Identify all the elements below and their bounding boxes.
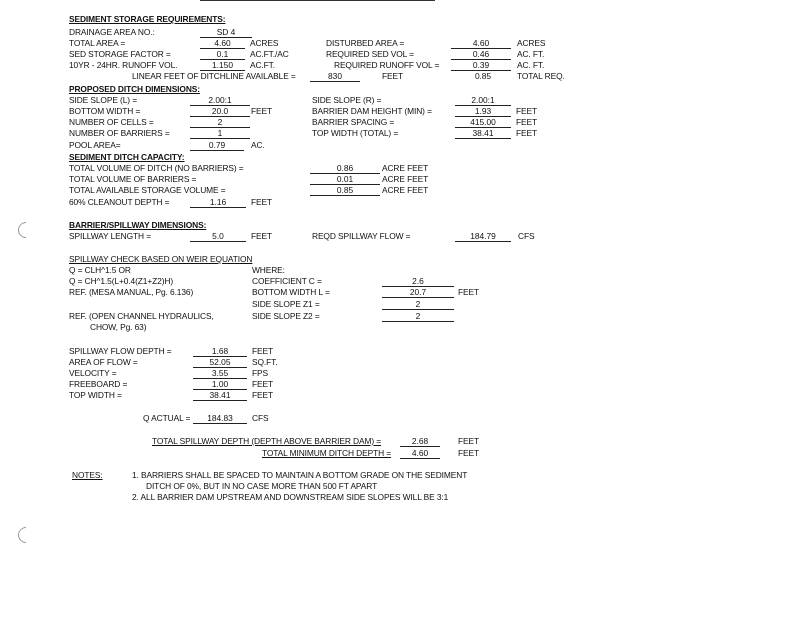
weir-check-title: SPILLWAY CHECK BASED ON WEIR EQUATION: [69, 254, 253, 264]
flow-area-value: 52.05: [193, 357, 247, 368]
total-req-unit: TOTAL REQ.: [517, 71, 565, 81]
reference-chow-1: REF. (OPEN CHANNEL HYDRAULICS,: [69, 311, 214, 321]
total-spillway-depth-label: TOTAL SPILLWAY DEPTH (DEPTH ABOVE BARRIER DAM) =: [152, 436, 382, 446]
req-sed-unit: AC. FT.: [517, 49, 545, 59]
flow-depth-label: SPILLWAY FLOW DEPTH =: [69, 346, 172, 356]
reqd-flow-label: REQD SPILLWAY FLOW =: [312, 231, 411, 241]
equation-1: Q = CLH^1.5 OR: [69, 265, 131, 275]
reference-mesa: REF. (MESA MANUAL, Pg. 6.136): [69, 287, 194, 297]
spillway-length-unit: FEET: [251, 231, 273, 241]
drainage-label: DRAINAGE AREA NO.:: [69, 27, 155, 37]
side-slope-z2-label: SIDE SLOPE Z2 =: [252, 311, 320, 321]
req-runoff-value: 0.39: [451, 60, 511, 71]
cells-label: NUMBER OF CELLS =: [69, 117, 154, 127]
flow-area-unit: SQ.FT.: [252, 357, 278, 367]
sed-factor-label: SED STORAGE FACTOR =: [69, 49, 171, 59]
disturbed-value: 4.60: [451, 38, 511, 49]
side-slope-z1-label: SIDE SLOPE Z1 =: [252, 299, 320, 309]
side-slope-l-value: 2.00:1: [190, 95, 250, 106]
barrier-spacing-unit: FEET: [516, 117, 538, 127]
vol-barriers-value: 0.01: [310, 174, 380, 185]
spillway-length-value: 5.0: [190, 231, 246, 242]
section-title-capacity: SEDIMENT DITCH CAPACITY:: [69, 152, 185, 162]
pool-area-unit: AC.: [251, 140, 265, 150]
total-min-depth-value: 4.60: [400, 448, 440, 459]
punch-hole-mark: [15, 524, 38, 547]
sed-factor-value: 0.1: [200, 49, 245, 60]
side-slope-l-label: SIDE SLOPE (L) =: [69, 95, 137, 105]
vol-barriers-label: TOTAL VOLUME OF BARRIERS =: [69, 174, 197, 184]
q-actual-label: Q ACTUAL =: [143, 413, 191, 423]
weir-bottom-width-unit: FEET: [458, 287, 480, 297]
where-label: WHERE:: [252, 265, 285, 275]
cleanout-value: 1.16: [190, 197, 246, 208]
runoff-value: 1.150: [200, 60, 245, 71]
side-slope-r-label: SIDE SLOPE (R) =: [312, 95, 382, 105]
reference-chow-2: CHOW, Pg. 63): [90, 322, 147, 332]
req-sed-value: 0.46: [451, 49, 511, 60]
punch-hole-mark: [15, 219, 38, 242]
spillway-top-width-value: 38.41: [193, 390, 247, 401]
spillway-top-width-unit: FEET: [252, 390, 274, 400]
spillway-length-label: SPILLWAY LENGTH =: [69, 231, 151, 241]
barrier-spacing-label: BARRIER SPACING =: [312, 117, 395, 127]
total-min-depth-unit: FEET: [458, 448, 480, 458]
runoff-label: 10YR - 24HR. RUNOFF VOL.: [69, 60, 178, 70]
q-actual-value: 184.83: [193, 413, 247, 424]
barriers-value: 1: [190, 128, 250, 139]
sed-factor-unit: AC.FT./AC: [250, 49, 289, 59]
vol-barriers-unit: ACRE FEET: [382, 174, 429, 184]
total-req-value: 0.85: [475, 71, 491, 81]
freeboard-value: 1.00: [193, 379, 247, 390]
notes-label: NOTES:: [72, 470, 103, 480]
available-storage-label: TOTAL AVAILABLE STORAGE VOLUME =: [69, 185, 226, 195]
pool-area-label: POOL AREA=: [69, 140, 121, 150]
req-runoff-label: REQUIRED RUNOFF VOL =: [334, 60, 440, 70]
top-width-label: TOP WIDTH (TOTAL) =: [312, 128, 399, 138]
bottom-width-value: 20.0: [190, 106, 250, 117]
barrier-height-value: 1.93: [455, 106, 511, 117]
weir-bottom-width-value: 20.7: [382, 287, 454, 298]
note-1-line-2: DITCH OF 0%, BUT IN NO CASE MORE THAN 500 FT APART: [146, 481, 378, 491]
available-storage-value: 0.85: [310, 185, 380, 196]
spillway-top-width-label: TOP WIDTH =: [69, 390, 122, 400]
linear-feet-label: LINEAR FEET OF DITCHLINE AVAILABLE =: [132, 71, 296, 81]
section-title-proposed-ditch: PROPOSED DITCH DIMENSIONS:: [69, 84, 200, 94]
cleanout-label: 60% CLEANOUT DEPTH =: [69, 197, 170, 207]
disturbed-label: DISTURBED AREA =: [326, 38, 405, 48]
top-width-unit: FEET: [516, 128, 538, 138]
velocity-unit: FPS: [252, 368, 268, 378]
total-area-value: 4.60: [200, 38, 245, 49]
flow-depth-unit: FEET: [252, 346, 274, 356]
cells-value: 2: [190, 117, 250, 128]
total-spillway-depth-value: 2.68: [400, 436, 440, 447]
coefficient-label: COEFFICIENT C =: [252, 276, 322, 286]
weir-bottom-width-label: BOTTOM WIDTH L =: [252, 287, 330, 297]
drainage-value: SD 4: [200, 27, 252, 38]
vol-ditch-value: 0.86: [310, 163, 380, 174]
linear-feet-unit: FEET: [382, 71, 404, 81]
total-area-label: TOTAL AREA =: [69, 38, 126, 48]
top-rule: [200, 0, 435, 1]
flow-area-label: AREA OF FLOW =: [69, 357, 138, 367]
velocity-value: 3.55: [193, 368, 247, 379]
req-sed-label: REQUIRED SED VOL =: [326, 49, 414, 59]
barrier-height-unit: FEET: [516, 106, 538, 116]
total-spillway-depth-unit: FEET: [458, 436, 480, 446]
bottom-width-unit: FEET: [251, 106, 273, 116]
available-storage-unit: ACRE FEET: [382, 185, 429, 195]
equation-2: Q = CH^1.5(L+0.4(Z1+Z2)H): [69, 276, 174, 286]
pool-area-value: 0.79: [190, 140, 244, 151]
vol-ditch-unit: ACRE FEET: [382, 163, 429, 173]
linear-feet-value: 830: [310, 71, 360, 82]
top-width-value: 38.41: [455, 128, 511, 139]
barrier-spacing-value: 415.00: [455, 117, 511, 128]
reqd-flow-unit: CFS: [518, 231, 535, 241]
q-actual-unit: CFS: [252, 413, 269, 423]
side-slope-z2-value: 2: [382, 311, 454, 322]
note-1-line-1: 1. BARRIERS SHALL BE SPACED TO MAINTAIN A BOTTOM GRADE ON THE SEDIMENT: [132, 470, 468, 480]
side-slope-r-value: 2.00:1: [455, 95, 511, 106]
section-title-spillway: BARRIER/SPILLWAY DIMENSIONS:: [69, 220, 207, 230]
section-title-sediment-storage: SEDIMENT STORAGE REQUIREMENTS:: [69, 14, 226, 24]
bottom-width-label: BOTTOM WIDTH =: [69, 106, 141, 116]
req-runoff-unit: AC. FT.: [517, 60, 545, 70]
cleanout-unit: FEET: [251, 197, 273, 207]
coefficient-value: 2.6: [382, 276, 454, 287]
barrier-height-label: BARRIER DAM HEIGHT (MIN) =: [312, 106, 432, 116]
total-area-unit: ACRES: [250, 38, 279, 48]
freeboard-unit: FEET: [252, 379, 274, 389]
note-2: 2. ALL BARRIER DAM UPSTREAM AND DOWNSTREAM SIDE SLOPES WILL BE 3:1: [132, 492, 449, 502]
total-min-depth-label: TOTAL MINIMUM DITCH DEPTH =: [262, 448, 392, 458]
vol-ditch-label: TOTAL VOLUME OF DITCH (NO BARRIERS) =: [69, 163, 244, 173]
barriers-label: NUMBER OF BARRIERS =: [69, 128, 170, 138]
disturbed-unit: ACRES: [517, 38, 546, 48]
freeboard-label: FREEBOARD =: [69, 379, 128, 389]
flow-depth-value: 1.68: [193, 346, 247, 357]
reqd-flow-value: 184.79: [455, 231, 511, 242]
velocity-label: VELOCITY =: [69, 368, 117, 378]
runoff-unit: AC.FT.: [250, 60, 275, 70]
side-slope-z1-value: 2: [382, 299, 454, 310]
